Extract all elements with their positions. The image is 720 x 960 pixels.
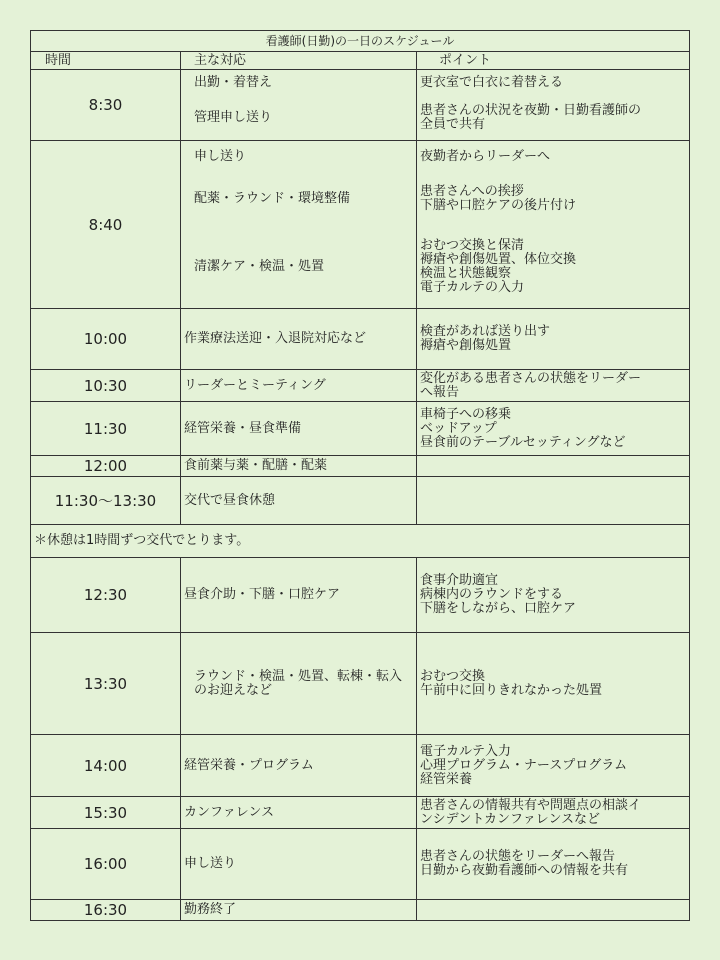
break-note: ＊休憩は1時間ずつ交代でとります。 (31, 525, 690, 558)
point-line: 検査があれば送り出す (420, 324, 551, 339)
point-line: 検温と状態観察 (420, 265, 512, 281)
row-action: 昼食介助・下膳・口腔ケア (181, 558, 417, 633)
row-point (417, 70, 690, 141)
point-line: 経管栄養 (420, 771, 473, 787)
header-row (31, 52, 690, 70)
note-row (31, 525, 690, 558)
point-line: 電子カルテ入力 (420, 743, 512, 759)
point-item (420, 173, 689, 225)
title-row (31, 31, 690, 52)
point-item (420, 225, 689, 308)
row-time: 8:30 (31, 70, 181, 141)
row-action: 交代で昼食休憩 (181, 477, 417, 525)
row-action: 経管栄養・プログラム (181, 735, 417, 797)
row-point (417, 309, 690, 370)
row-point (417, 402, 690, 456)
row-point (417, 633, 690, 735)
row-point (417, 829, 690, 900)
table-row (31, 797, 690, 829)
row-point (417, 797, 690, 829)
row-point (417, 477, 690, 525)
table-row (31, 633, 690, 735)
point-line: 褥瘡や創傷処置、体位交換 (420, 251, 577, 267)
row-time: 10:00 (31, 309, 181, 370)
row-time: 10:30 (31, 370, 181, 402)
point-line: 褥瘡や創傷処置 (420, 338, 512, 353)
row-time: 13:30 (31, 633, 181, 735)
row-point (417, 735, 690, 797)
action-line: のお迎えなど (194, 682, 273, 698)
table-row (31, 456, 690, 477)
action-item: 清潔ケア・検温・処置 (194, 258, 325, 274)
row-action: 作業療法送迎・入退院対応など (181, 309, 417, 370)
table-row (31, 735, 690, 797)
point-line: 病棟内のラウンドをする (420, 587, 564, 602)
row-time: 12:00 (31, 456, 181, 477)
action-item: 管理申し送り (194, 110, 273, 125)
point-line: 下膳をしながら、口腔ケア (420, 601, 577, 616)
point-line: 全員で共有 (420, 117, 486, 132)
row-time: 11:30～13:30 (31, 477, 181, 525)
table-row (31, 558, 690, 633)
action-item: 出勤・着替え (194, 75, 273, 90)
row-action (181, 141, 417, 309)
point-line: ベッドアップ (420, 420, 497, 436)
row-action: 勤務終了 (181, 900, 417, 921)
row-action (181, 633, 417, 735)
header-point: ポイント (417, 52, 690, 70)
point-item (420, 141, 689, 173)
point-line: 患者さんへの挨拶 (420, 184, 524, 199)
row-action: カンファレンス (181, 797, 417, 829)
table-row (31, 402, 690, 456)
point-line: 車椅子への移乗 (420, 406, 512, 422)
header-action: 主な対応 (181, 52, 417, 70)
point-line: 夜勤者からリーダーへ (420, 149, 551, 164)
row-time: 15:30 (31, 797, 181, 829)
row-time: 16:30 (31, 900, 181, 921)
row-action (181, 70, 417, 141)
row-point (417, 370, 690, 402)
action-item: 申し送り (194, 149, 247, 164)
row-time: 11:30 (31, 402, 181, 456)
point-line: 更衣室で白衣に着替える (420, 75, 564, 90)
table-row (31, 370, 690, 402)
row-time: 8:40 (31, 141, 181, 309)
action-line: ラウンド・検温・処置、転棟・転入 (194, 668, 403, 684)
row-action: 申し送り (181, 829, 417, 900)
header-time: 時間 (31, 52, 181, 70)
point-line: 午前中に回りきれなかった処置 (420, 682, 603, 698)
row-action: 経管栄養・昼食準備 (181, 402, 417, 456)
point-line: おむつ交換 (420, 668, 486, 684)
point-line: おむつ交換と保清 (420, 237, 525, 253)
table-row (31, 141, 690, 309)
schedule-table (30, 30, 690, 921)
row-point (417, 456, 690, 477)
point-line: ンシデントカンファレンスなど (420, 811, 601, 827)
point-line: 昼食前のテーブルセッティングなど (420, 434, 626, 450)
point-line: 患者さんの状況を夜勤・日勤看護師の (420, 103, 642, 118)
point-line: 電子カルテの入力 (420, 279, 525, 295)
point-item (420, 70, 689, 96)
table-row (31, 829, 690, 900)
table-row (31, 900, 690, 921)
row-action: 食前薬与薬・配膳・配薬 (181, 456, 417, 477)
row-time: 16:00 (31, 829, 181, 900)
point-line: 患者さんの状態をリーダーへ報告 (420, 849, 616, 864)
table-row (31, 309, 690, 370)
row-action: リーダーとミーティング (181, 370, 417, 402)
row-point (417, 141, 690, 309)
point-line: 食事介助適宜 (420, 573, 499, 588)
point-item (420, 96, 689, 140)
row-point (417, 900, 690, 921)
row-point (417, 558, 690, 633)
table-row (31, 477, 690, 525)
table-row (31, 70, 690, 141)
row-time: 14:00 (31, 735, 181, 797)
point-line: 患者さんの情報共有や問題点の相談イ (420, 797, 642, 813)
row-time: 12:30 (31, 558, 181, 633)
action-item: 配薬・ラウンド・環境整備 (194, 191, 351, 206)
point-line: へ報告 (420, 384, 460, 400)
point-line: 下膳や口腔ケアの後片付け (420, 198, 577, 213)
point-line: 変化がある患者さんの状態をリーダー (420, 370, 642, 386)
point-line: 日勤から夜勤看護師への情報を共有 (420, 863, 629, 878)
table-title: 看護師(日勤)の一日のスケジュール (31, 31, 690, 52)
point-line: 心理プログラム・ナースプログラム (420, 757, 628, 773)
